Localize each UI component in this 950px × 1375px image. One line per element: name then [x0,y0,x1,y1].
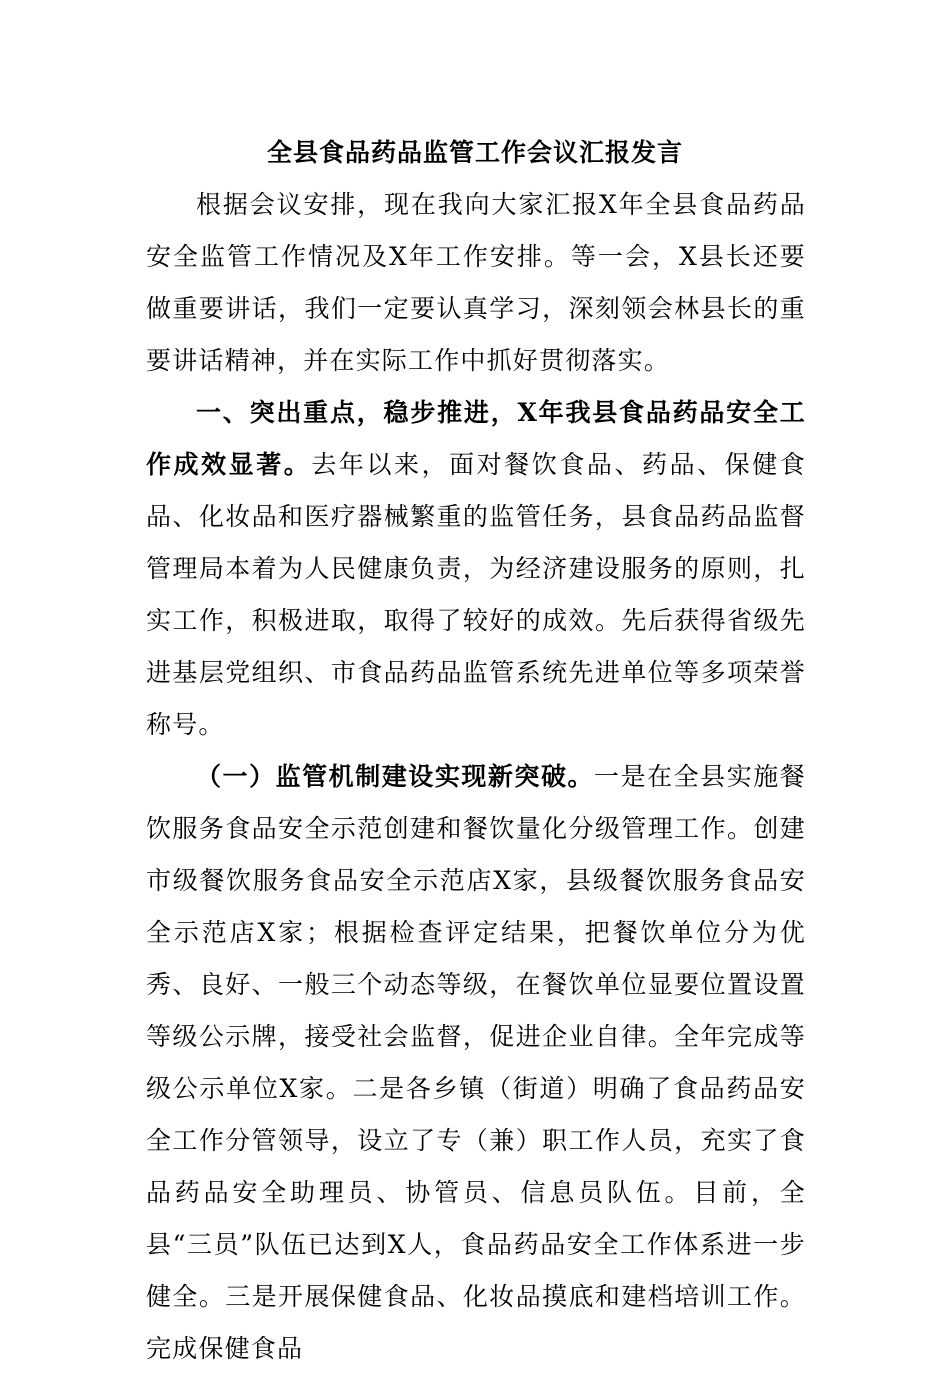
paragraph-subsection-one [146,751,806,1375]
paragraph-section-one [146,387,806,751]
paragraph-text: 根据会议安排，现在我向大家汇报X年全县食品药品安全监管工作情况及X年工作安排。等一会，X县长还要做重要讲话，我们一定要认真学习，深刻领会林县长的重要讲话精神，并在实际工作中抓好贯彻落实。 [146,190,806,375]
document-body [146,179,806,1375]
paragraph-intro [146,179,806,387]
paragraph-lead: （一）监管机制建设实现新突破。 [196,762,595,791]
document-title: 全县食品药品监管工作会议汇报发言 [266,138,683,167]
paragraph-lead: 一、突出重点，稳步推进，X年我县食品药品安全工作成效显著。 [146,398,806,479]
paragraph-text: 一是在全县实施餐饮服务食品安全示范创建和餐饮量化分级管理工作。创建市级餐饮服务食品安全示范店X家，县级餐饮服务食品安全示范店X家；根据检查评定结果，把餐饮单位分为优秀、良好、一般三个动态等级，在餐饮单位显要位置设置等级公示牌，接受社会监督，促进企业自律。全年完成等级公示单位X家。二是各乡镇（街道）明确了食品药品安全工作分管领导，设立了专（兼）职工作人员，充实了食品药品安全助理员、协管员、信息员队伍。目前，全县“三员”队伍已达到X人，食品药品安全工作体系进一步健全。三是开展保健食品、化妆品摸底和建档培训工作。完成保健食品 [146,762,806,1363]
paragraph-text: 去年以来，面对餐饮食品、药品、保健食品、化妆品和医疗器械繁重的监管任务，县食品药品监督管理局本着为人民健康负责，为经济建设服务的原则，扎实工作，积极进取，取得了较好的成效。先后获得省级先进基层党组织、市食品药品监管系统先进单位等多项荣誉称号。 [146,450,806,739]
